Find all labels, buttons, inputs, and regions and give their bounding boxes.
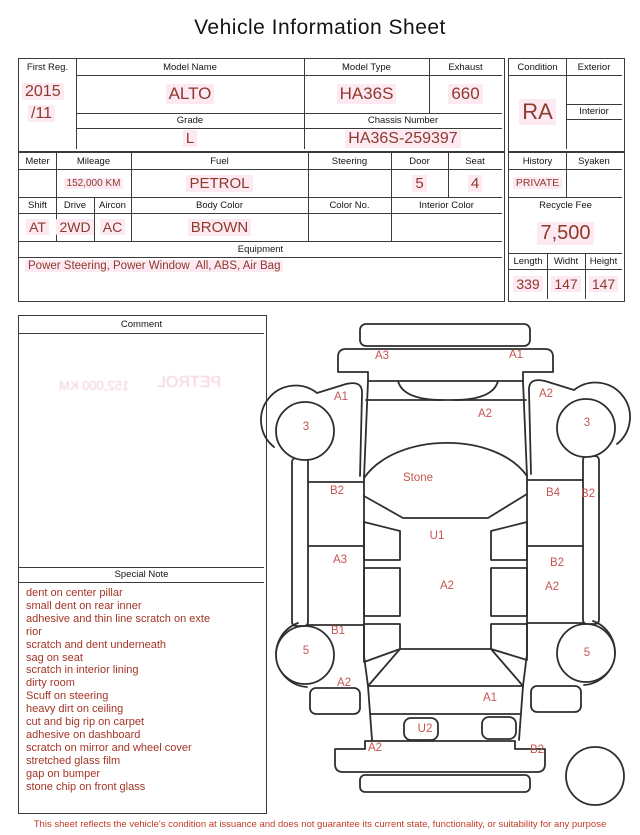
shift-label: Shift bbox=[27, 199, 47, 211]
model-name-value: ALTO bbox=[76, 75, 304, 113]
damage-label: A2 bbox=[477, 408, 493, 421]
recycle-fee-label: Recycle Fee bbox=[539, 199, 592, 211]
body-color-label: Body Color bbox=[196, 199, 243, 211]
model-type-label: Model Type bbox=[342, 61, 391, 73]
damage-label: A1 bbox=[333, 391, 349, 404]
note-line: small dent on rear inner bbox=[26, 599, 142, 612]
disclaimer-text: This sheet reflects the vehicle's condition at issuance and does not guarantee its current state, functionality, or suitability for any purpose bbox=[33, 819, 607, 830]
equipment-label: Equipment bbox=[237, 243, 284, 255]
damage-label: A2 bbox=[336, 677, 352, 690]
front-bumper-shape bbox=[360, 324, 530, 346]
model-type-value: HA36S bbox=[304, 75, 429, 113]
rear-skirt-left bbox=[310, 688, 360, 714]
special-note-label: Special Note bbox=[114, 569, 169, 580]
side-sill-left bbox=[292, 458, 308, 626]
note-line: sag on seat bbox=[26, 651, 83, 664]
steering-label: Steering bbox=[331, 155, 368, 167]
note-line: scratch on mirror and wheel cover bbox=[26, 741, 192, 754]
damage-label: B2 bbox=[329, 485, 345, 498]
exhaust-label: Exhaust bbox=[448, 61, 483, 73]
damage-label: 5 bbox=[302, 645, 310, 658]
equipment-value: Power Steering, Power Window All, ABS, Air Bag bbox=[25, 260, 497, 272]
door-label: Door bbox=[409, 155, 430, 167]
height-label: Height bbox=[589, 255, 618, 267]
page-title: Vehicle Information Sheet bbox=[194, 16, 446, 39]
hood-edge-left bbox=[364, 381, 368, 478]
width-label: Widht bbox=[553, 255, 579, 267]
condition-label: Condition bbox=[517, 61, 558, 73]
note-line: stretched glass film bbox=[26, 754, 121, 767]
damage-label: Stone bbox=[402, 472, 434, 485]
spec-table bbox=[18, 152, 505, 302]
side-sill-right bbox=[580, 456, 599, 624]
aircon-label: Aircon bbox=[99, 199, 126, 211]
rear-window-shape bbox=[368, 649, 523, 686]
rear-bumper-shape bbox=[335, 741, 545, 772]
rear-plate-shape bbox=[360, 775, 530, 792]
grade-label: Grade bbox=[176, 115, 204, 126]
drive-value: 2WD bbox=[56, 213, 94, 241]
note-line: rior bbox=[26, 625, 42, 638]
note-line: dent on center pillar bbox=[26, 587, 123, 599]
damage-label: A1 bbox=[508, 349, 524, 362]
drive-label: Drive bbox=[63, 199, 87, 211]
interior-label: Interior bbox=[579, 106, 609, 117]
grade-value: L bbox=[76, 128, 304, 149]
roof-front-edge bbox=[364, 494, 527, 518]
note-line: scratch and dent underneath bbox=[26, 638, 167, 651]
damage-label: B4 bbox=[545, 487, 561, 500]
note-line: gap on bumper bbox=[26, 767, 100, 780]
chassis-number-label: Chassis Number bbox=[367, 115, 439, 126]
damage-label: 3 bbox=[302, 421, 310, 434]
length-label: Length bbox=[513, 255, 543, 267]
damage-label: A2 bbox=[544, 581, 560, 594]
cowl-arc-right bbox=[453, 381, 498, 400]
comment-label: Comment bbox=[120, 319, 163, 330]
damage-label: B2 bbox=[549, 557, 565, 570]
damage-label: 3 bbox=[583, 417, 591, 430]
note-line: stone chip on front glass bbox=[26, 780, 146, 793]
damage-label: 5 bbox=[583, 647, 591, 660]
damage-label: A3 bbox=[332, 554, 348, 567]
car-damage-diagram bbox=[258, 316, 633, 812]
model-name-label: Model Name bbox=[163, 61, 217, 73]
mileage-value: 152,000 KM bbox=[56, 169, 131, 197]
side-windows-right bbox=[491, 522, 527, 660]
bleed-through-text: PETROL bbox=[157, 374, 222, 391]
aircon-value: AC bbox=[94, 213, 131, 241]
chassis-number-value: HA36S-259397 bbox=[304, 128, 502, 149]
condition-value: RA bbox=[509, 75, 566, 149]
spare-tire bbox=[566, 747, 624, 805]
damage-label: A2 bbox=[367, 742, 383, 755]
windshield-dome bbox=[364, 443, 527, 478]
seat-label: Seat bbox=[465, 155, 485, 167]
length-value: 339 bbox=[509, 269, 547, 299]
first-reg-label: First Reg. bbox=[26, 61, 69, 73]
note-line: adhesive on dashboard bbox=[26, 728, 141, 741]
rear-gate-shape bbox=[368, 686, 523, 740]
shift-value: AT bbox=[19, 213, 56, 241]
exhaust-value: 660 bbox=[429, 75, 502, 113]
syaken-label: Syaken bbox=[578, 155, 610, 167]
meter-label: Meter bbox=[25, 155, 50, 167]
damage-label: A1 bbox=[482, 692, 498, 705]
hood-edge-right bbox=[523, 381, 527, 476]
note-line: cut and big rip on carpet bbox=[26, 716, 145, 729]
width-value: 147 bbox=[547, 269, 585, 299]
seat-value: 4 bbox=[448, 169, 502, 197]
mileage-label: Mileage bbox=[76, 155, 111, 167]
cowl-arc-left bbox=[398, 381, 443, 400]
note-line: heavy dirt on ceiling bbox=[26, 703, 124, 716]
damage-label: U1 bbox=[429, 530, 445, 543]
note-line: Scuff on steering bbox=[26, 690, 109, 703]
fuel-value: PETROL bbox=[131, 169, 308, 197]
damage-label: B2 bbox=[580, 488, 596, 501]
bleed-through-text: 152,000 KM bbox=[59, 378, 130, 393]
note-line: adhesive and thin line scratch on exte bbox=[26, 612, 211, 625]
comment-box bbox=[18, 315, 267, 814]
history-box bbox=[508, 152, 625, 302]
note-line: scratch in interior lining bbox=[26, 664, 139, 677]
history-label: History bbox=[522, 155, 553, 167]
fuel-label: Fuel bbox=[210, 155, 229, 167]
damage-label: B2 bbox=[529, 744, 545, 757]
interior-color-label: Interior Color bbox=[419, 199, 474, 211]
height-value: 147 bbox=[585, 269, 622, 299]
tail-lamp-right bbox=[482, 717, 516, 739]
recycle-fee-value: 7,500 bbox=[509, 213, 622, 253]
door-value: 5 bbox=[391, 169, 448, 197]
condition-box bbox=[508, 58, 625, 152]
color-no-label: Color No. bbox=[329, 199, 370, 211]
special-note-list bbox=[26, 587, 259, 794]
damage-label: A3 bbox=[374, 350, 390, 363]
damage-label: A2 bbox=[439, 580, 455, 593]
damage-label: B1 bbox=[330, 625, 346, 638]
door-dividers-right bbox=[527, 480, 583, 623]
history-value: PRIVATE bbox=[509, 169, 566, 197]
exterior-label: Exterior bbox=[577, 61, 611, 73]
damage-label: U2 bbox=[417, 723, 433, 736]
registration-table bbox=[18, 58, 505, 152]
body-color-value: BROWN bbox=[131, 213, 308, 241]
note-line: dirty room bbox=[26, 677, 75, 690]
first-reg-value: 2015 /11 bbox=[22, 81, 74, 125]
side-windows-left bbox=[364, 522, 400, 662]
damage-label: A2 bbox=[538, 388, 554, 401]
rear-skirt-right bbox=[531, 686, 581, 712]
